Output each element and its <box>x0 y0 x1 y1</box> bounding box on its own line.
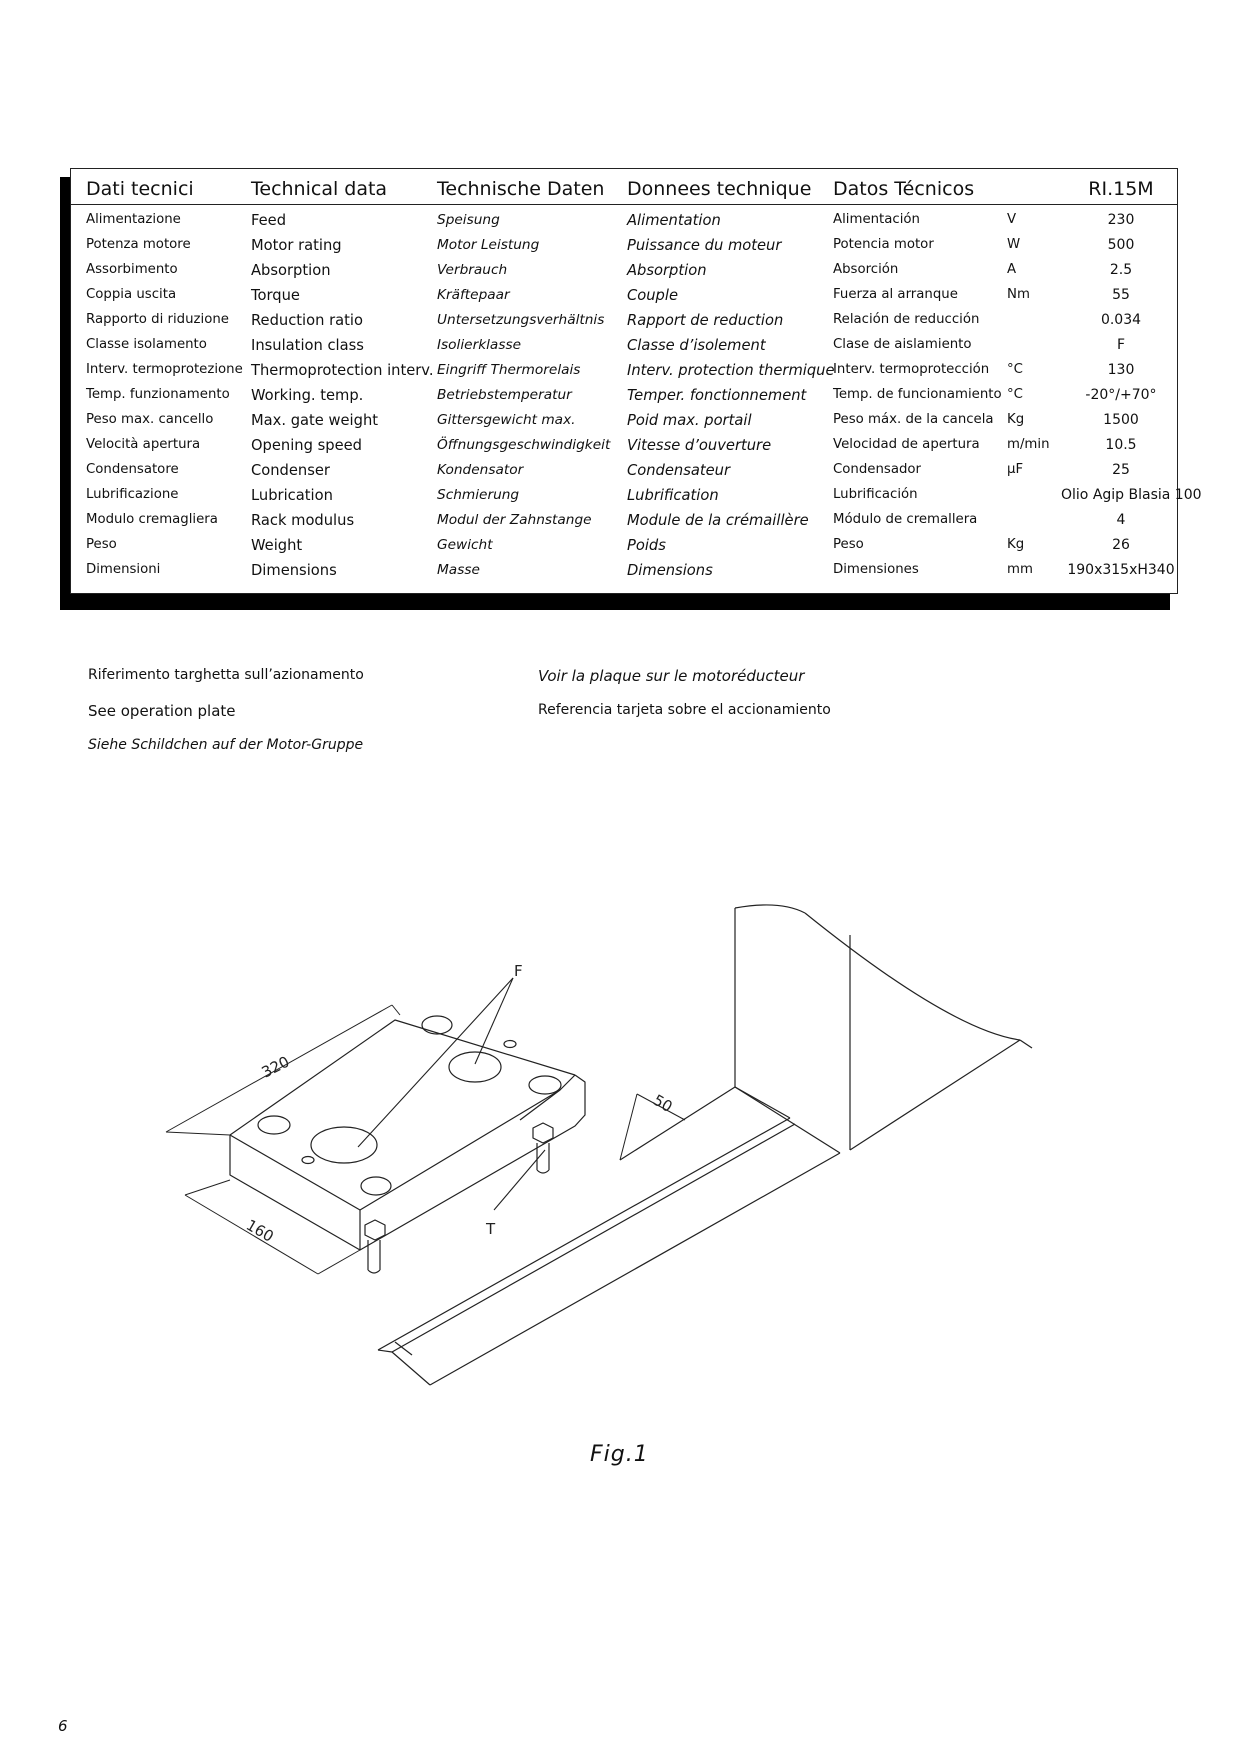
cell-de: Gewicht <box>437 537 493 553</box>
header-es: Datos Técnicos <box>833 178 975 200</box>
cell-fr: Condensateur <box>627 462 731 479</box>
dimension-160: 160 <box>243 1215 277 1246</box>
cell-fr: Dimensions <box>627 562 713 579</box>
cell-fr: Vitesse d’ouverture <box>627 437 772 454</box>
cell-en: Absorption <box>251 262 331 279</box>
cell-value: 10.5 <box>1105 437 1137 453</box>
header-fr: Donnees technique <box>627 178 812 200</box>
table-header <box>71 169 1177 205</box>
header-model: RI.15M <box>1088 178 1154 200</box>
cell-it: Classe isolamento <box>86 337 207 352</box>
cell-fr: Poids <box>627 537 666 554</box>
table-row <box>71 209 1177 234</box>
cell-es: Lubrificación <box>833 487 918 502</box>
table-row <box>71 409 1177 434</box>
cell-de: Schmierung <box>437 487 520 503</box>
technical-data-table <box>70 168 1202 594</box>
cell-value: 2.5 <box>1109 262 1133 278</box>
cell-de: Isolierklasse <box>437 337 521 353</box>
cell-de: Eingriff Thermorelais <box>437 362 581 378</box>
cell-fr: Couple <box>627 287 678 304</box>
cell-es: Absorción <box>833 262 899 277</box>
cell-en: Opening speed <box>251 437 362 454</box>
cell-es: Condensador <box>833 462 922 477</box>
cell-unit: W <box>1007 237 1021 252</box>
cell-es: Peso <box>833 537 864 552</box>
cell-value: 190x315xH340 <box>1067 562 1175 578</box>
cell-unit: A <box>1007 262 1017 277</box>
cell-en: Motor rating <box>251 237 342 254</box>
cell-es: Clase de aislamiento <box>833 337 972 352</box>
cell-en: Insulation class <box>251 337 364 354</box>
cell-unit: °C <box>1007 387 1023 402</box>
table-row <box>71 384 1177 409</box>
guide-track <box>378 1087 840 1385</box>
cell-de: Speisung <box>437 212 500 228</box>
cell-unit: V <box>1007 212 1017 227</box>
cell-de: Öffnungsgeschwindigkeit <box>437 437 611 453</box>
table-row <box>71 434 1177 459</box>
cell-value: 1500 <box>1103 412 1139 428</box>
note-it: Riferimento targhetta sull’azionamento <box>88 667 364 683</box>
cell-de: Verbrauch <box>437 262 508 278</box>
header-de: Technische Daten <box>437 178 605 200</box>
cell-value: 500 <box>1107 237 1135 253</box>
cell-en: Weight <box>251 537 303 554</box>
cell-en: Condenser <box>251 462 330 479</box>
cell-it: Lubrificazione <box>86 487 179 502</box>
table-row <box>71 559 1177 584</box>
cell-en: Torque <box>251 287 300 304</box>
cell-de: Kräftepaar <box>437 287 510 303</box>
cell-it: Interv. termoprotezione <box>86 362 243 377</box>
cell-en: Lubrication <box>251 487 333 504</box>
cell-it: Alimentazione <box>86 212 181 227</box>
note-es: Referencia tarjeta sobre el accionamiento <box>538 702 831 718</box>
cell-value: 230 <box>1107 212 1135 228</box>
cell-fr: Rapport de reduction <box>627 312 784 329</box>
table-row <box>71 534 1177 559</box>
cell-value: 130 <box>1107 362 1135 378</box>
table-row <box>71 509 1177 534</box>
cell-fr: Interv. protection thermique <box>627 362 835 379</box>
cell-value: 26 <box>1112 537 1130 553</box>
gate-leaf <box>735 905 1032 1153</box>
cell-unit: Nm <box>1007 287 1030 302</box>
cell-es: Potencia motor <box>833 237 934 252</box>
cell-value: Olio Agip Blasia 100 <box>1061 487 1202 503</box>
cell-en: Working. temp. <box>251 387 364 404</box>
table-row <box>71 234 1177 259</box>
cell-es: Fuerza al arranque <box>833 287 958 302</box>
cell-de: Kondensator <box>437 462 524 478</box>
header-en: Technical data <box>251 178 388 200</box>
cell-it: Velocità apertura <box>86 437 201 452</box>
cell-es: Alimentación <box>833 212 920 227</box>
cell-value: 4 <box>1116 512 1126 528</box>
cell-de: Betriebstemperatur <box>437 387 572 403</box>
cell-fr: Puissance du moteur <box>627 237 782 254</box>
cell-en: Max. gate weight <box>251 412 379 429</box>
cell-es: Peso máx. de la cancela <box>833 412 994 427</box>
table-row <box>71 334 1177 359</box>
cell-unit: m/min <box>1007 437 1050 452</box>
cell-es: Interv. termoprotección <box>833 362 990 377</box>
installation-drawing <box>0 880 1240 1400</box>
table-row <box>71 259 1177 284</box>
cell-fr: Lubrification <box>627 487 719 504</box>
leader-lines <box>358 978 545 1210</box>
cell-unit: °C <box>1007 362 1023 377</box>
cell-value: 55 <box>1112 287 1130 303</box>
cell-it: Potenza motore <box>86 237 191 252</box>
page-number: 6 <box>58 1717 68 1735</box>
cell-es: Velocidad de apertura <box>833 437 980 452</box>
cell-en: Feed <box>251 212 287 229</box>
cell-unit: Kg <box>1007 537 1025 552</box>
cell-de: Gittersgewicht max. <box>437 412 576 428</box>
cell-it: Peso <box>86 537 117 552</box>
table-row <box>71 309 1177 334</box>
header-it: Dati tecnici <box>86 178 194 200</box>
cell-es: Relación de reducción <box>833 312 980 327</box>
cell-value: F <box>1116 337 1126 353</box>
dimension-320: 320 <box>258 1052 293 1082</box>
cell-value: 25 <box>1112 462 1130 478</box>
cell-it: Modulo cremagliera <box>86 512 218 527</box>
cell-en: Rack modulus <box>251 512 355 529</box>
table-row <box>71 284 1177 309</box>
cell-it: Dimensioni <box>86 562 161 577</box>
cell-fr: Temper. fonctionnement <box>627 387 807 404</box>
figure-caption: Fig.1 <box>590 1442 649 1467</box>
cell-it: Assorbimento <box>86 262 178 277</box>
cell-fr: Classe d’isolement <box>627 337 766 354</box>
cell-value: 0.034 <box>1100 312 1142 328</box>
cell-unit: Kg <box>1007 412 1025 427</box>
cell-fr: Alimentation <box>627 212 721 229</box>
cell-it: Rapporto di riduzione <box>86 312 229 327</box>
cell-unit: mm <box>1007 562 1033 577</box>
table-row <box>71 484 1202 509</box>
cell-it: Temp. funzionamento <box>86 387 230 402</box>
cell-es: Dimensiones <box>833 562 919 577</box>
note-fr: Voir la plaque sur le motoréducteur <box>538 667 805 685</box>
cell-de: Masse <box>437 562 480 578</box>
cell-fr: Absorption <box>627 262 707 279</box>
cell-it: Condensatore <box>86 462 179 477</box>
label-f: F <box>514 962 523 980</box>
cell-es: Temp. de funcionamiento <box>833 387 1002 402</box>
cell-en: Reduction ratio <box>251 312 363 329</box>
dimension-lines <box>166 1005 685 1274</box>
cell-it: Coppia uscita <box>86 287 177 302</box>
cell-fr: Poid max. portail <box>627 412 752 429</box>
cell-es: Módulo de cremallera <box>833 512 978 527</box>
cell-fr: Module de la crémaillère <box>627 512 809 529</box>
cell-unit: µF <box>1007 462 1024 477</box>
label-t: T <box>486 1220 496 1238</box>
cell-en: Thermoprotection interv. <box>251 362 434 379</box>
table-row <box>71 459 1177 484</box>
note-en: See operation plate <box>88 702 236 720</box>
cell-de: Untersetzungsverhältnis <box>437 312 605 328</box>
dimension-50: 50 <box>650 1090 676 1117</box>
cell-value: -20°/+70° <box>1085 387 1157 403</box>
note-de: Siehe Schildchen auf der Motor-Gruppe <box>88 737 364 753</box>
cell-it: Peso max. cancello <box>86 412 214 427</box>
table-row <box>71 359 1177 384</box>
cell-en: Dimensions <box>251 562 337 579</box>
cell-de: Motor Leistung <box>437 237 540 253</box>
cell-de: Modul der Zahnstange <box>437 512 592 528</box>
